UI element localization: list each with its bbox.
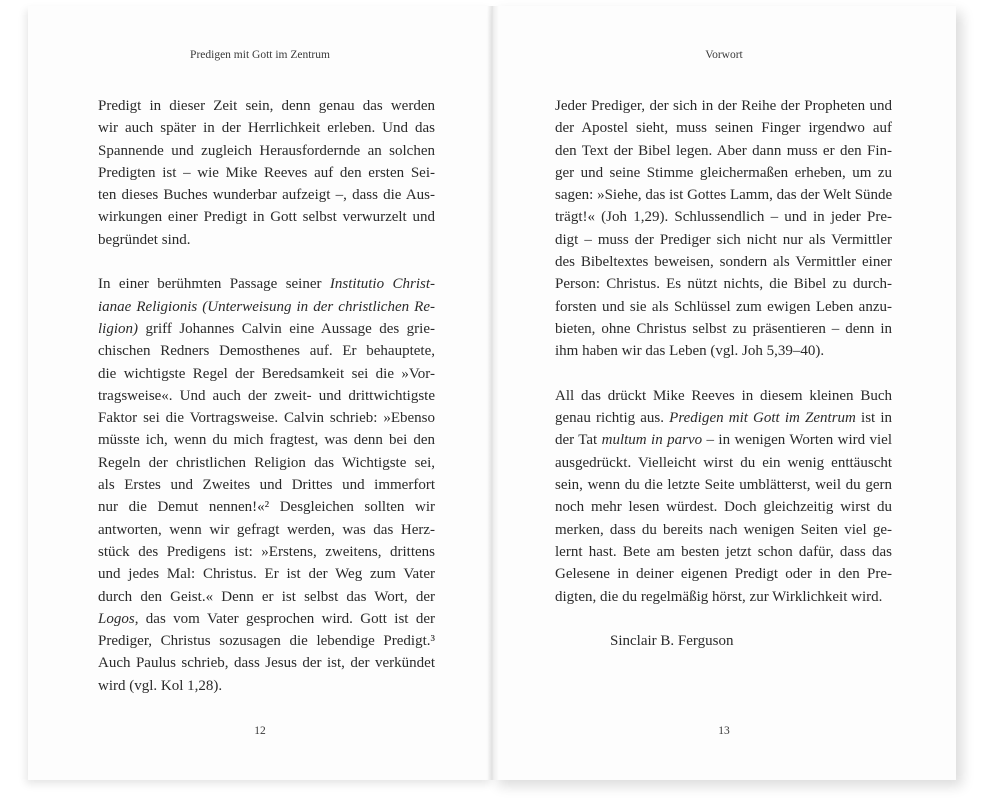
- text-line: tragsweise«. Und auch der zweit- und drittwichtigste: [98, 387, 435, 404]
- italic-title: ianae Religionis (Unterweisung in der christlichen Re-: [98, 298, 435, 315]
- paragraph-gap: [555, 363, 892, 385]
- text-span: genau richtig aus.: [555, 410, 670, 427]
- italic-phrase: multum in parvo: [601, 432, 703, 449]
- text-line: Auch Paulus schrieb, dass Jesus der ist, der verkündet: [98, 655, 435, 672]
- text-line: müsste ich, wenn du mich fragtest, was denn bei den: [98, 432, 435, 449]
- text-line: sagen: »Siehe, das ist Gottes Lamm, das der Welt Sünde: [555, 187, 893, 204]
- text-line: merken, dass du bereits nach wenigen Seiten viel ge-: [555, 521, 892, 538]
- text-line: bieten, ohne Christus selbst zu präsentieren – denn in: [555, 320, 892, 337]
- text-line: Regeln der christlichen Religion das Wichtigste sei,: [98, 454, 435, 471]
- text-line: [555, 429, 892, 451]
- text-line: als Erstes und Zweites und Drittes und immerfort: [98, 477, 435, 494]
- text-line: stück des Predigens ist: »Erstens, zweitens, drittens: [98, 543, 435, 560]
- page-number: 12: [254, 725, 266, 737]
- text-span: Redners Demosthenes auf. Er behauptete,: [160, 343, 435, 360]
- text-span: ist in: [855, 410, 893, 427]
- text-line: des Bibeltextes beweisen, sondern als Vermittler einer: [555, 254, 892, 271]
- signature: Sinclair B. Ferguson: [610, 633, 734, 650]
- text-line: lernt hast. Bete am besten jetzt schon dafür, dass das: [555, 543, 892, 560]
- text-line: der Apostel sieht, muss seinen Finger irgendwo auf: [555, 120, 892, 137]
- italic-title: ligion): [98, 320, 138, 337]
- text-line: [98, 318, 435, 340]
- text-line: [98, 608, 435, 630]
- text-line: ten dieses Buches wunderbar aufzeigt –, dass die Aus-: [98, 187, 435, 204]
- italic-title: Institutio Christ-: [329, 276, 435, 293]
- page-number: 13: [718, 725, 730, 737]
- running-head: Vorwort: [705, 49, 743, 61]
- text-line: ger und seine Stimme gleichermaßen erheben, um zu: [555, 164, 892, 181]
- text-line: [98, 273, 435, 295]
- text-line: forsten und sie als Schlüssel zum ewigen Leben anzu-: [555, 298, 892, 315]
- left-page: [28, 6, 492, 780]
- text-line: und jedes Mal: Christus. Er ist der Weg zum Vater: [98, 566, 435, 583]
- text-line: Spannende und zugleich Herausfordernde an solchen: [98, 142, 435, 159]
- text-line: Person: Christus. Es nützt nichts, die Bibel zu durch-: [555, 276, 892, 293]
- text-line: wirkungen einer Predigt in Gott selbst verwurzelt und: [98, 209, 435, 226]
- book-spine-shadow: [487, 6, 499, 780]
- text-line: wird (vgl. Kol 1,28).: [98, 677, 223, 694]
- text-line: sein, wenn du die letzte Seite umblätterst, weil du gern: [555, 477, 892, 494]
- text-line: digt – muss der Prediger sich nicht nur als Vermittler: [555, 231, 892, 248]
- italic-term: Logos: [98, 610, 135, 627]
- text-line: wir auch später in der Herrlichkeit erleben. Und das: [98, 120, 435, 137]
- text-line: begründet sind.: [98, 231, 191, 248]
- right-page: [492, 6, 956, 780]
- text-line: den Text der Bibel legen. Aber dann muss er den Fin-: [555, 142, 892, 159]
- text-line: noch mehr lesen würdest. Doch gleichzeitig wirst du: [555, 499, 892, 516]
- italic-title: Predigen mit Gott im Zentrum: [669, 410, 856, 427]
- text-line: [555, 407, 892, 429]
- text-span: In einer berühmten Passage seiner: [98, 276, 330, 293]
- text-line: ihm haben wir das Leben (vgl. Joh 5,39–40).: [555, 343, 825, 360]
- text-line: digten, die du regelmäßig hörst, zur Wirklichkeit wird.: [555, 588, 883, 605]
- text-line: [98, 340, 435, 362]
- text-line: nur die Demut nennen!«² Desgleichen sollten wir: [98, 499, 435, 516]
- text-line: Faktor sei die Vortragsweise. Calvin schrieb: »Ebenso: [98, 410, 435, 427]
- text-line: ausgedrückt. Vielleicht wirst du ein wenig enttäuscht: [555, 454, 892, 471]
- text-line: Predigten ist – wie Mike Reeves auf den ersten Sei-: [98, 164, 435, 181]
- page-body: [555, 95, 892, 652]
- text-line: All das drückt Mike Reeves in diesem kleinen Buch: [555, 387, 892, 404]
- paragraph-gap: [555, 608, 892, 630]
- text-span: , das vom Vater gesprochen wird. Gott ist der: [134, 610, 435, 627]
- text-span: der Tat: [555, 432, 602, 449]
- text-line: die wichtigste Regel der Beredsamkeit sei die »Vor-: [98, 365, 435, 382]
- text-line: antworten, wenn wir gefragt werden, was das Herz-: [98, 521, 435, 538]
- running-head: Predigen mit Gott im Zentrum: [190, 49, 330, 61]
- text-line: Gelesene in deiner eigenen Predigt oder in den Pre-: [555, 566, 892, 583]
- text-line: Predigt in dieser Zeit sein, denn genau das werden: [98, 98, 435, 114]
- text-line: Jeder Prediger, der sich in der Reihe der Propheten und: [555, 98, 892, 114]
- text-line: Prediger, Christus sozusagen die lebendige Predigt.³: [98, 633, 435, 650]
- text-span: chischen: [98, 343, 161, 360]
- paragraph-gap: [98, 251, 435, 273]
- text-line: [98, 296, 435, 318]
- text-line: trägt!« (Joh 1,29). Schlussendlich – und in jeder Pre-: [555, 209, 892, 226]
- text-span: griff Johannes Calvin eine Aussage des grie-: [138, 320, 435, 337]
- page-body: [98, 95, 435, 697]
- text-span: – in wenigen Worten wird viel: [702, 432, 892, 449]
- text-line: durch den Geist.« Denn er ist selbst das Wort, der: [98, 588, 435, 605]
